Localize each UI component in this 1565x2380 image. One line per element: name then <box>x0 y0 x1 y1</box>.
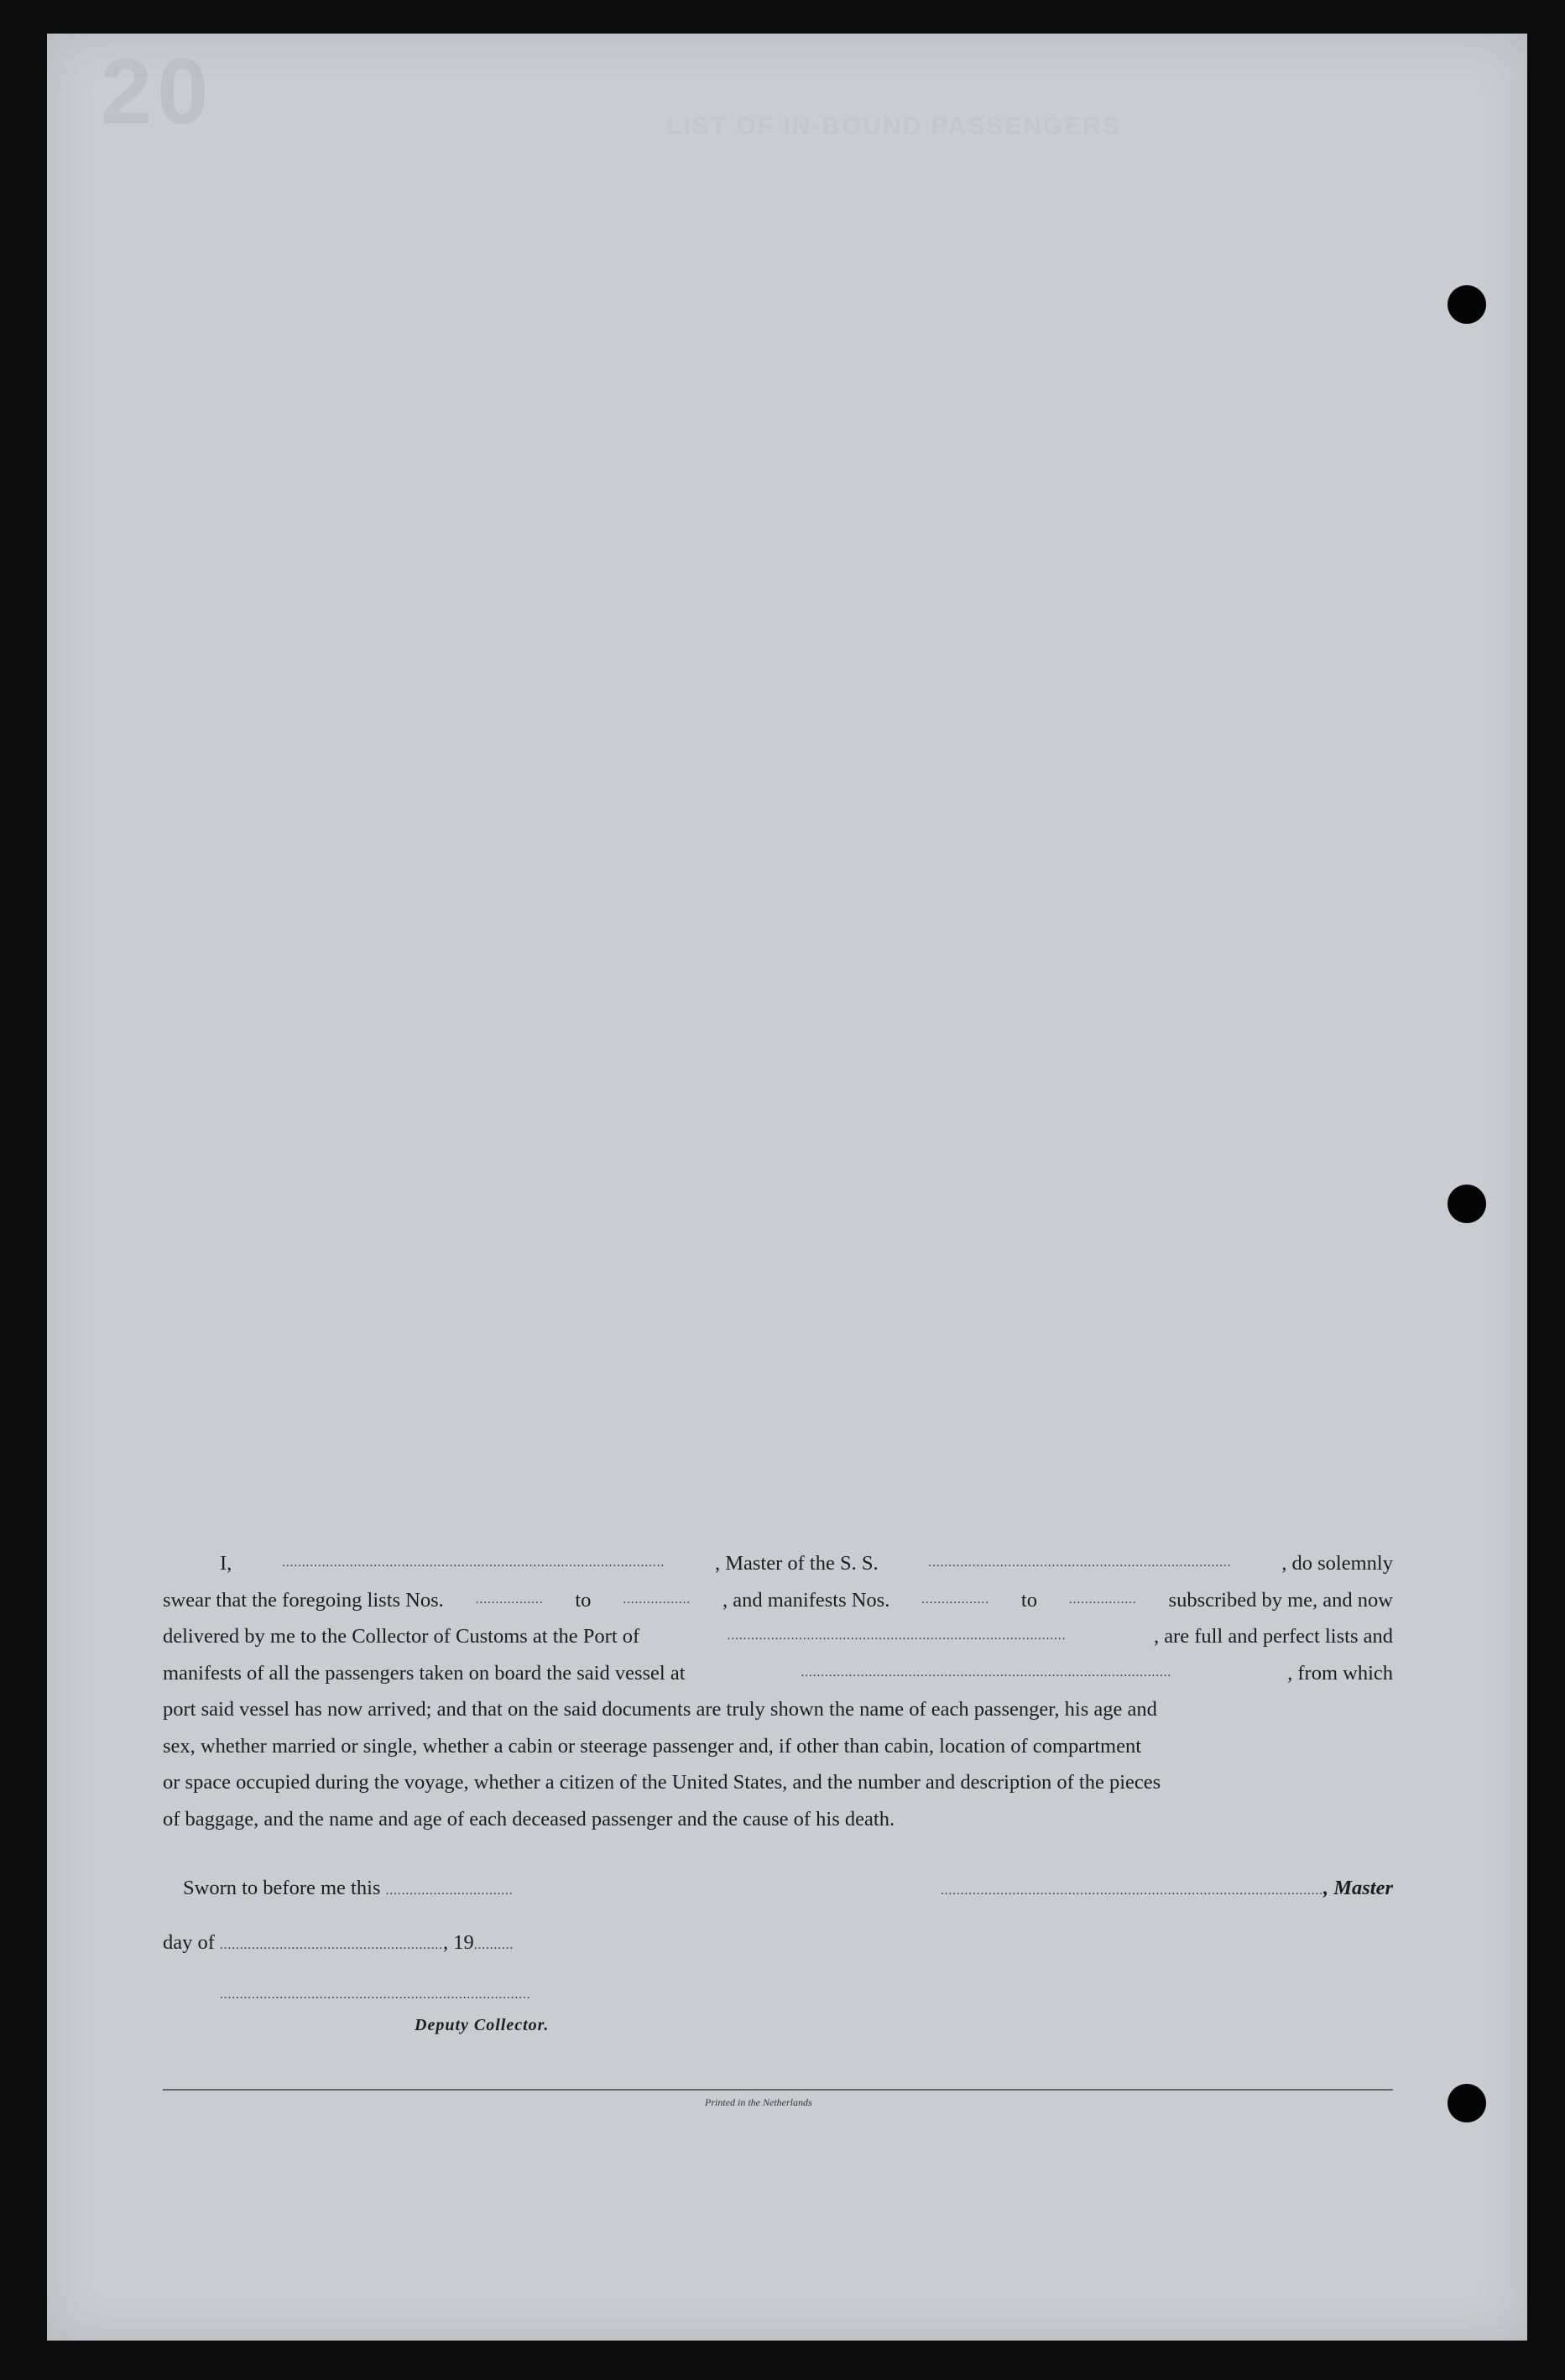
oath-line: I, ................................................................................................ , Master of the S. S. ............................................................................ , do solemnly <box>163 1545 1393 1582</box>
blank-port: ..................................................................................... <box>727 1629 1067 1643</box>
oath-paragraph <box>163 1545 1393 1837</box>
punch-hole <box>1448 285 1486 324</box>
oath-line: swear that the foregoing lists Nos. ................. to ................. , and manifests Nos. ................. to ................. subscribed by me, and now <box>163 1582 1393 1619</box>
blank-list-to: ................. <box>623 1592 691 1607</box>
deputy-collector-label: Deputy Collector. <box>415 2016 550 2034</box>
oath-line: port said vessel has now arrived; and that on the said documents are truly shown the name of each passenger, his age and <box>163 1698 1157 1721</box>
blank-deputy-signature: .............................................................................. <box>220 1988 531 2002</box>
sworn-text: Sworn to before me this <box>183 1877 381 1899</box>
printer-imprint: Printed in the Netherlands <box>705 2096 812 2108</box>
document-page <box>47 34 1527 2341</box>
blank-master-name: ................................................................................................ <box>282 1556 665 1570</box>
oath-line: of baggage, and the name and age of each deceased passenger and the cause of his death. <box>163 1807 895 1831</box>
punch-hole <box>1448 1185 1486 1223</box>
blank-sworn-day: ................................ <box>385 1884 514 1898</box>
oath-line: or space occupied during the voyage, whether a citizen of the United States, and the number and description of the pieces <box>163 1771 1161 1794</box>
blank-manifest-from: ................. <box>921 1592 989 1607</box>
master-label: , Master <box>1322 1877 1393 1899</box>
oath-line: delivered by me to the Collector of Customs at the Port of ..................................................................................... , are full and perfect lists and <box>163 1618 1393 1655</box>
divider-rule <box>163 2089 1393 2091</box>
blank-ship-name: ............................................................................ <box>928 1556 1232 1570</box>
blank-year: .......... <box>473 1939 514 1952</box>
bleed-through-number: 20 <box>101 40 214 143</box>
blank-manifest-to: ................. <box>1068 1592 1137 1607</box>
blank-list-from: ................. <box>475 1592 544 1607</box>
punch-hole <box>1448 2084 1486 2122</box>
blank-month: ........................................................ <box>220 1939 444 1952</box>
blank-departure-port: ............................................................................................. <box>801 1665 1172 1680</box>
oath-line: manifests of all the passengers taken on board the said vessel at ............................................................................................. , from which <box>163 1655 1393 1692</box>
day-of-label: day of <box>163 1931 215 1954</box>
oath-line: sex, whether married or single, whether a cabin or steerage passenger and, if other than cabin, location of compartment <box>163 1734 1142 1758</box>
day-row <box>163 1931 514 1955</box>
bleed-through-heading: LIST OF IN-BOUND PASSENGERS <box>666 112 1121 140</box>
year-label: , 19 <box>443 1931 474 1954</box>
blank-master-signature: ................................................................................................ <box>940 1884 1323 1898</box>
sworn-row <box>163 1877 1393 1914</box>
